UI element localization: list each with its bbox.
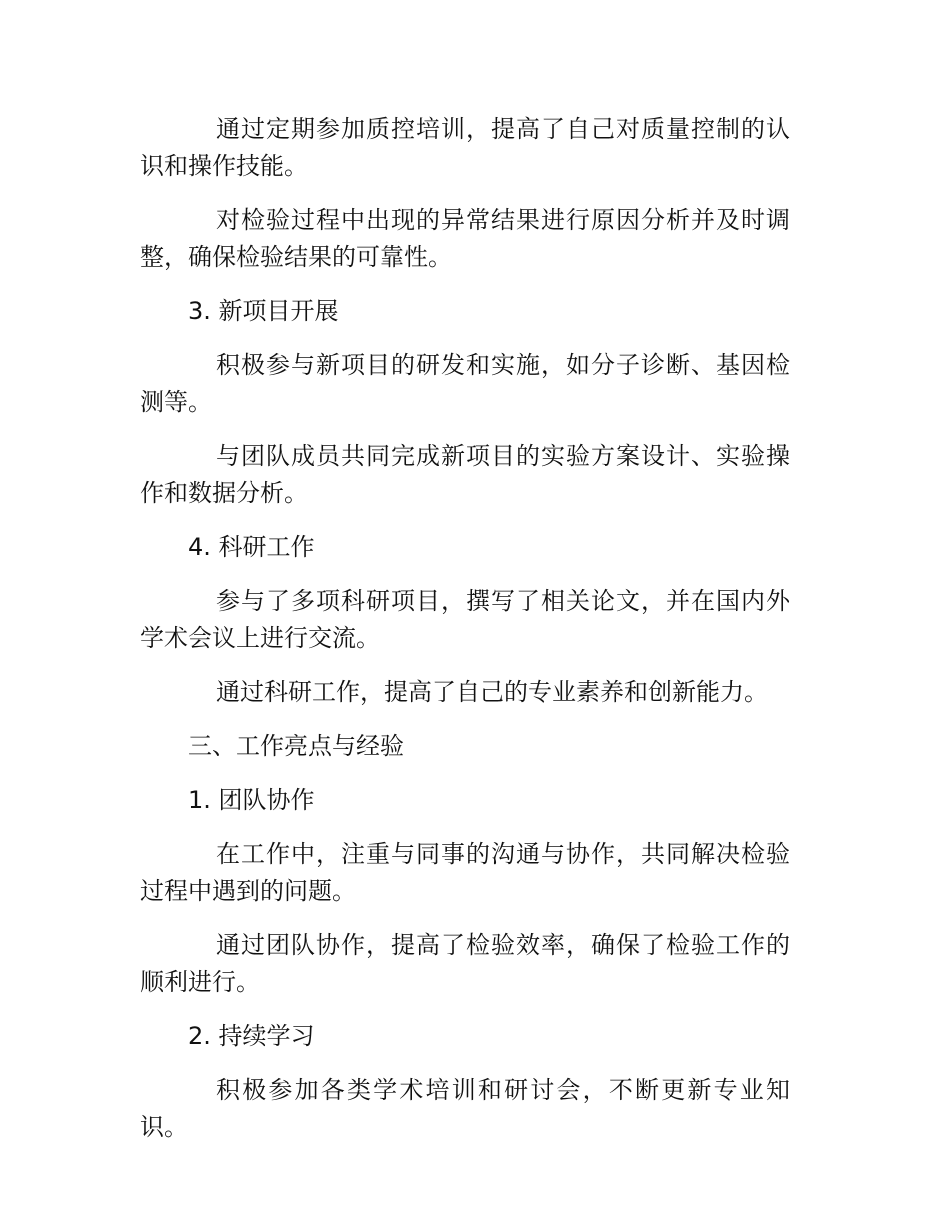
document-body (140, 111, 790, 1163)
paragraph-abnormal-results: 对检验过程中出现的异常结果进行原因分析并及时调整，确保检验结果的可靠性。 (140, 206, 790, 271)
paragraph-new-project-rd: 积极参与新项目的研发和实施，如分子诊断、基因检测等。 (140, 351, 790, 416)
paragraph-qc-training: 通过定期参加质控培训，提高了自己对质量控制的认识和操作技能。 (140, 115, 790, 180)
paragraph-new-project-team: 与团队成员共同完成新项目的实验方案设计、实验操作和数据分析。 (140, 442, 790, 507)
heading-highlights: 三、工作亮点与经验 (188, 732, 404, 760)
heading-teamwork: 1. 团队协作 (188, 786, 315, 814)
heading-continuous-learning: 2. 持续学习 (188, 1022, 315, 1050)
heading-new-projects: 3. 新项目开展 (188, 297, 339, 325)
paragraph-teamwork-efficiency: 通过团队协作，提高了检验效率，确保了检验工作的顺利进行。 (140, 931, 790, 996)
paragraph-research-improvement: 通过科研工作，提高了自己的专业素养和创新能力。 (216, 678, 768, 706)
heading-research-work: 4. 科研工作 (188, 533, 315, 561)
paragraph-research-projects: 参与了多项科研项目，撰写了相关论文，并在国内外学术会议上进行交流。 (140, 587, 790, 652)
paragraph-teamwork-communication: 在工作中，注重与同事的沟通与协作，共同解决检验过程中遇到的问题。 (140, 840, 790, 905)
paragraph-learning-training: 积极参加各类学术培训和研讨会，不断更新专业知识。 (140, 1076, 790, 1141)
